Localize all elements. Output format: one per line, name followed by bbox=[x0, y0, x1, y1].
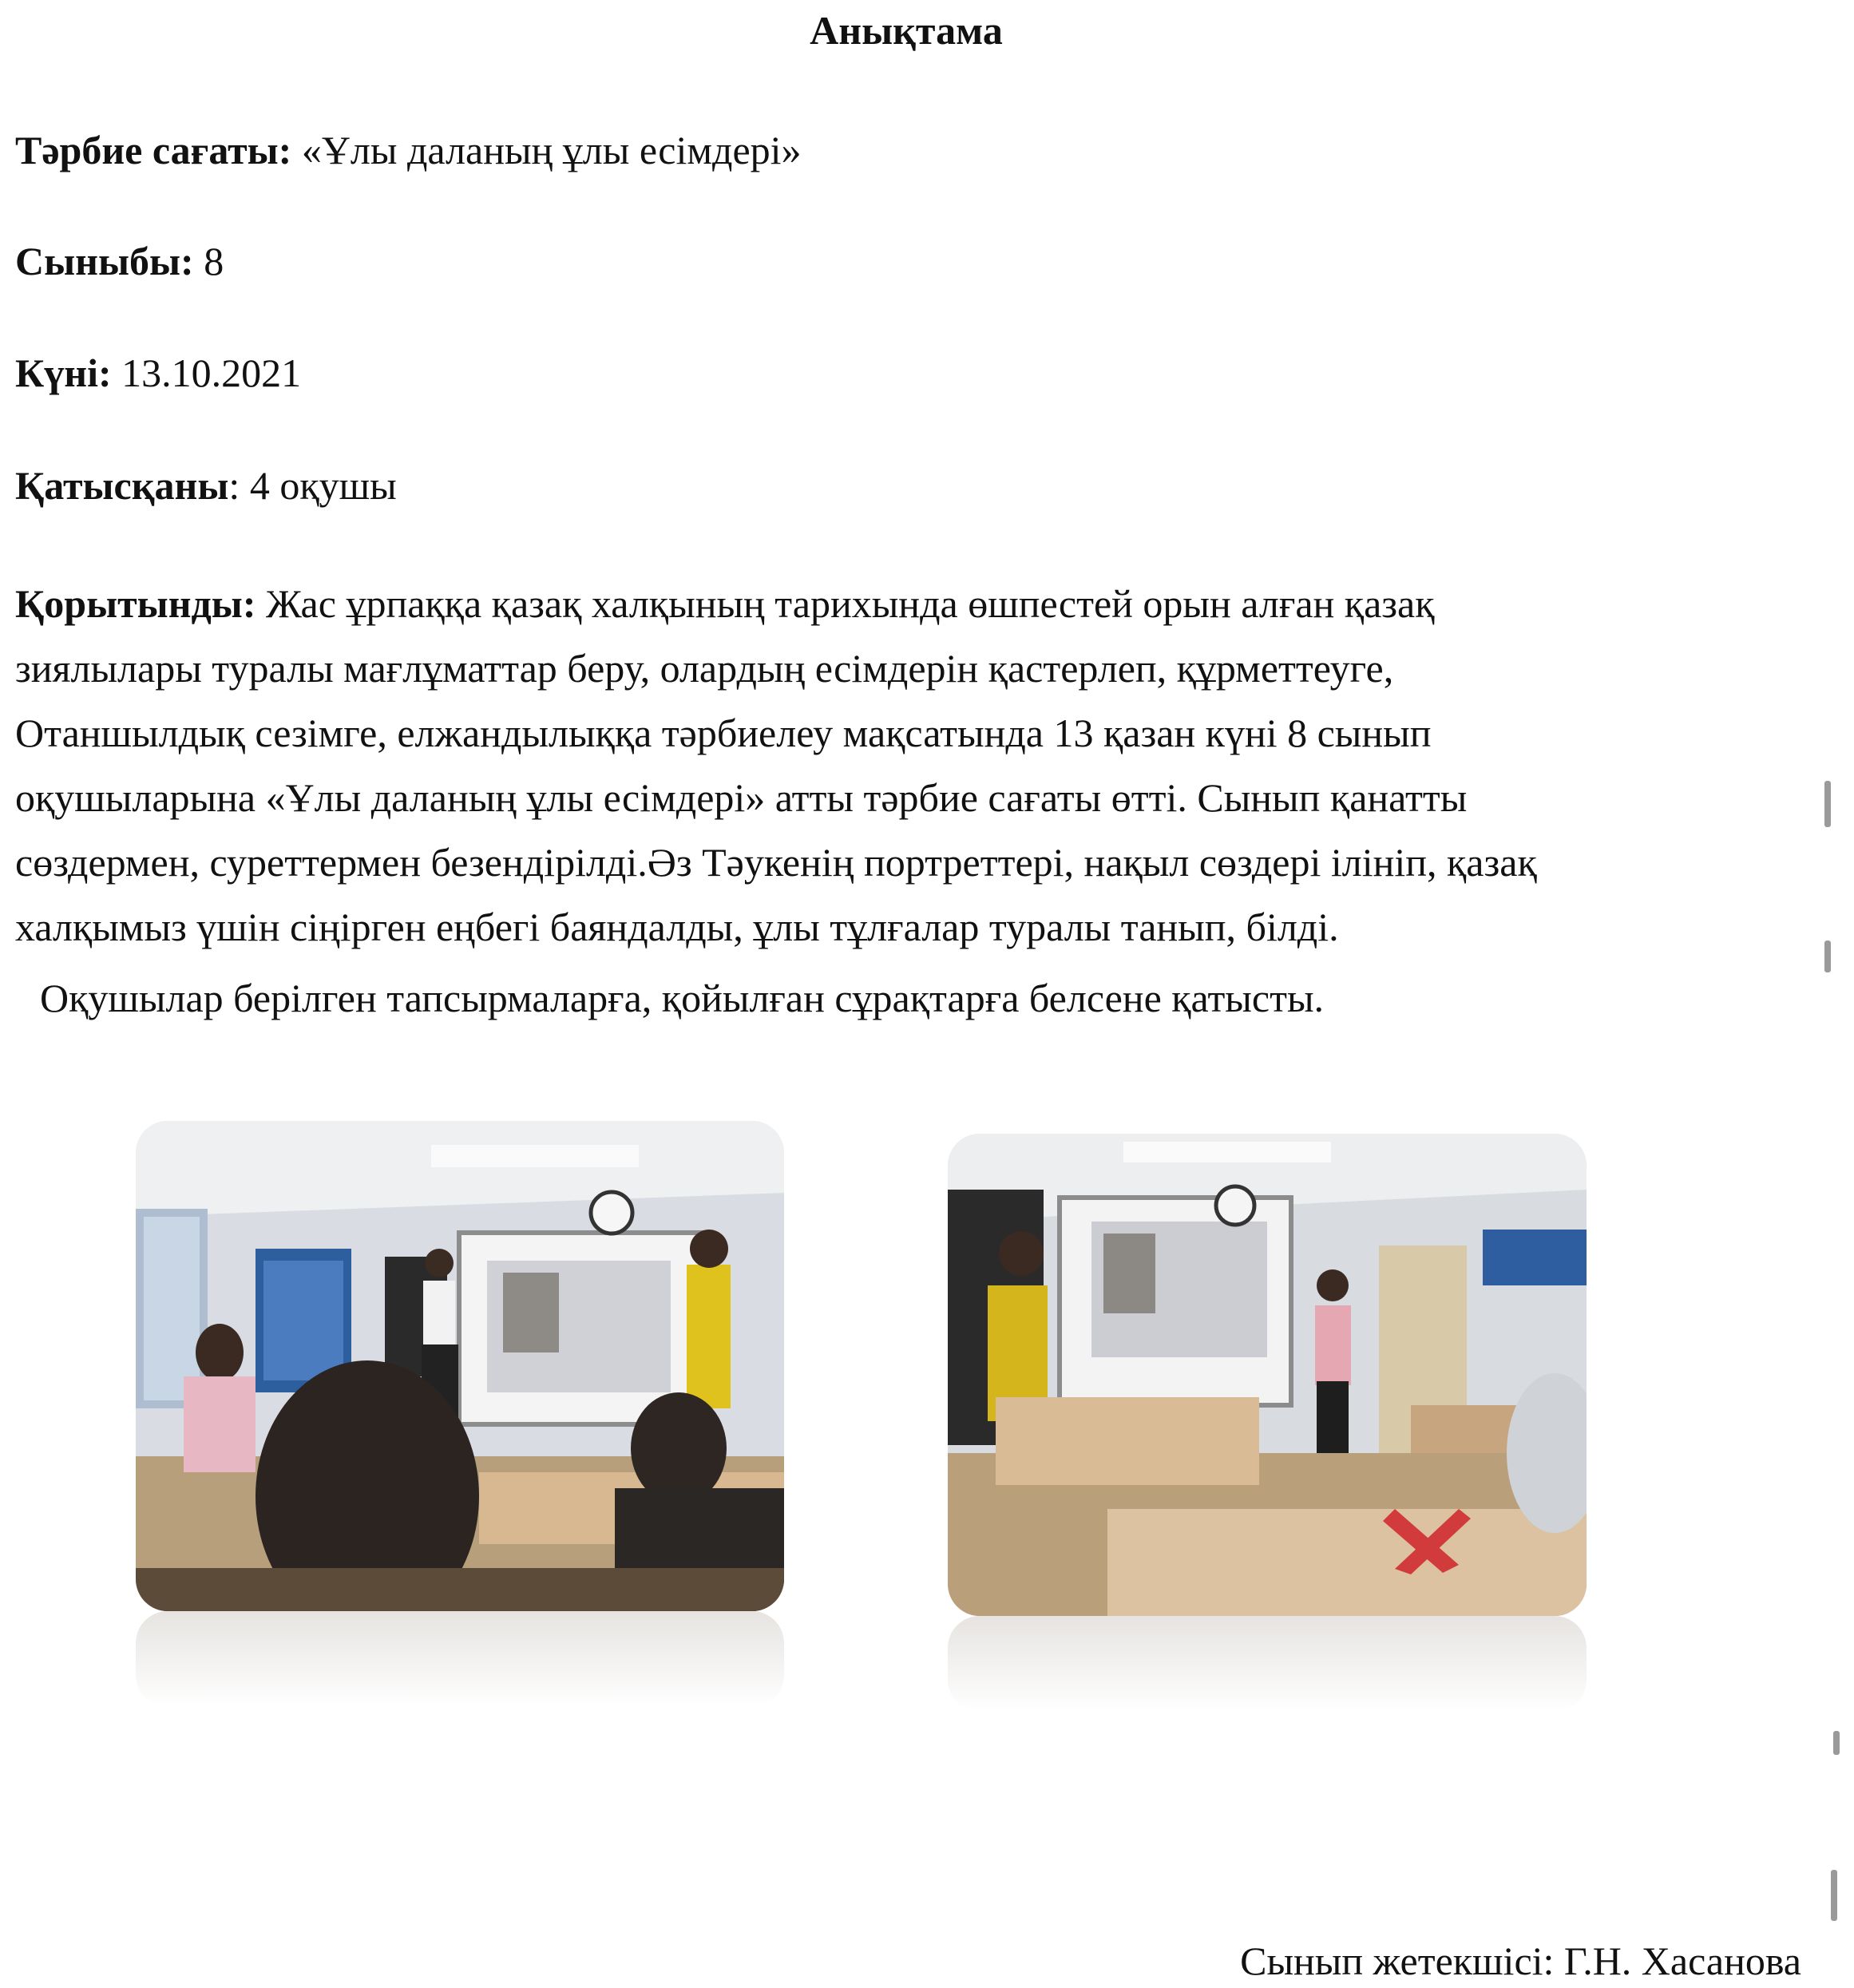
conclusion-line: Отаншылдық сезімге, елжандылыққа тәрбиелеу мақсатында 13 қазан күні 8 сынып bbox=[15, 711, 1432, 755]
conclusion-line: оқушыларына «Ұлы даланың ұлы есімдері» атты тәрбие сағаты өтті. Сынып қанатты bbox=[15, 775, 1468, 820]
signature-line: Сынып жетекшісі: Г.Н. Хасанова bbox=[1240, 1938, 1801, 1983]
field-value: 13.10.2021 bbox=[111, 350, 302, 395]
staple-mark bbox=[1833, 1731, 1840, 1755]
field-label: Тәрбие сағаты: bbox=[15, 128, 292, 172]
conclusion-line: зиялылары туралы мағлұматтар беру, олардың есімдерін қастерлеп, құрметтеуге, bbox=[15, 646, 1394, 691]
field-value: : 4 оқушы bbox=[228, 463, 397, 508]
field-value: «Ұлы даланың ұлы есімдері» bbox=[291, 128, 802, 172]
field-label: Сыныбы: bbox=[15, 239, 194, 283]
conclusion-line: сөздермен, суреттермен безендірілді.Әз Тәукенің портреттері, нақыл сөздері ілініп, қазақ bbox=[15, 840, 1537, 885]
field-grade bbox=[15, 236, 224, 287]
field-label: Қатысқаны bbox=[15, 463, 229, 508]
field-class-hour bbox=[15, 125, 802, 176]
conclusion-paragraph bbox=[15, 572, 1804, 960]
photo-reflection bbox=[948, 1616, 1587, 1712]
classroom-photo-left bbox=[136, 1121, 784, 1611]
participation-text: Оқушылар берілген тапсырмаларға, қойылған сұрақтарға белсене қатысты. bbox=[40, 976, 1325, 1020]
field-attendance bbox=[15, 460, 397, 511]
field-date bbox=[15, 347, 301, 398]
photo-reflection bbox=[136, 1611, 784, 1707]
staple-mark bbox=[1824, 941, 1831, 972]
staple-mark bbox=[1831, 1870, 1837, 1921]
field-label: Күні: bbox=[15, 350, 112, 395]
staple-mark bbox=[1824, 781, 1831, 827]
field-value: 8 bbox=[193, 239, 224, 283]
document-title: Анықтама bbox=[810, 8, 1003, 53]
conclusion-line: Қорытынды: Жас ұрпаққа қазақ халқының тарихында өшпестей орын алған қазақ bbox=[15, 581, 1435, 626]
conclusion-line: халқымыз үшін сіңірген еңбегі баяндалды, ұлы тұлғалар туралы танып, білді. bbox=[15, 905, 1339, 949]
classroom-photo-right bbox=[948, 1134, 1587, 1616]
conclusion-label: Қорытынды: bbox=[15, 581, 256, 626]
